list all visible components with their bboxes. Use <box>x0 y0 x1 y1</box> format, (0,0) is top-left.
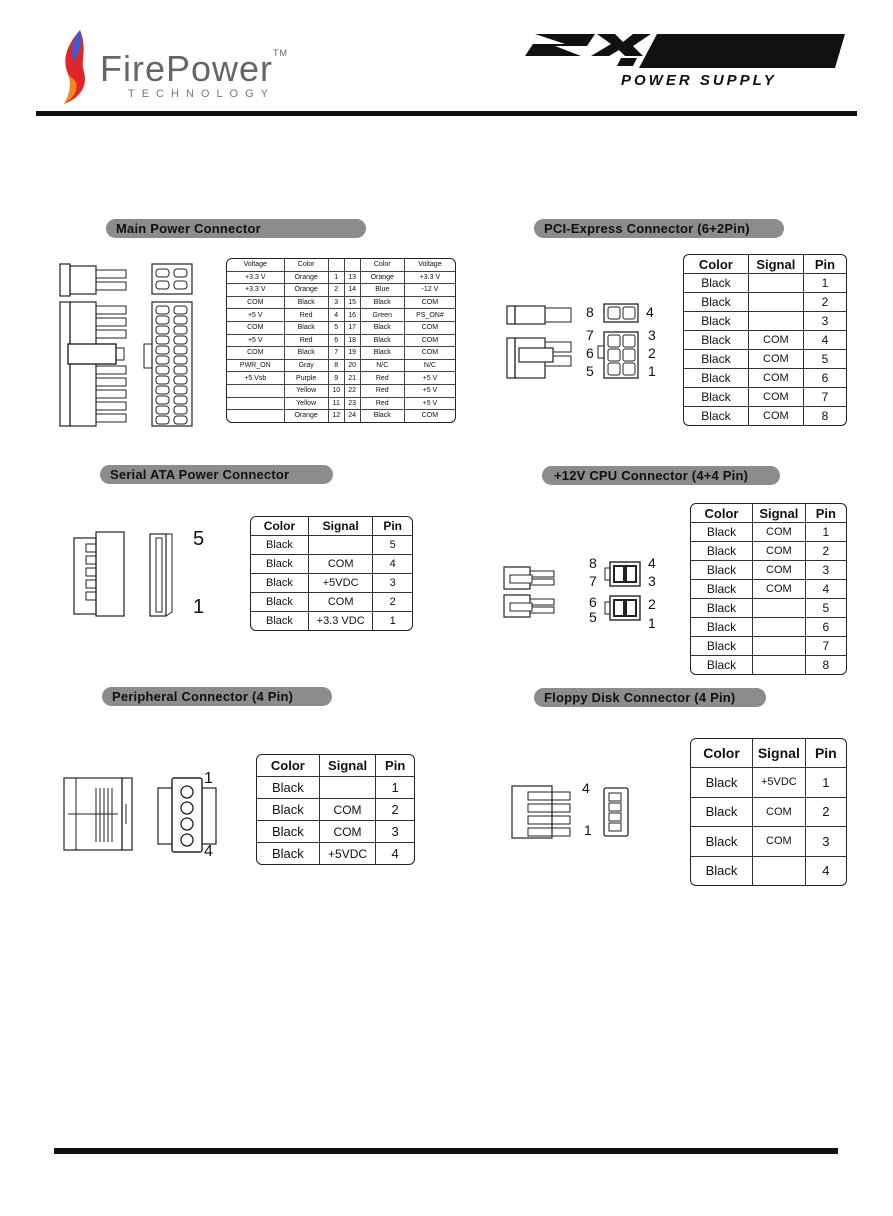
sata-cell: 3 <box>373 574 412 593</box>
cpu-cell <box>753 637 806 656</box>
main-power-cell: COM <box>405 322 455 335</box>
main-power-cell <box>227 385 285 398</box>
main-power-cell <box>329 259 345 272</box>
cpu-cell: 4 <box>806 580 846 599</box>
main-power-cell: Orange <box>285 284 329 297</box>
pcie-cell: COM <box>749 369 804 388</box>
floppy-row <box>691 768 846 798</box>
main-power-cell: Black <box>361 347 405 360</box>
sata-row <box>251 574 412 593</box>
pcie-cell: Black <box>684 312 749 331</box>
brand-subtitle: TECHNOLOGY <box>128 88 276 100</box>
sata-cell: 5 <box>373 536 412 555</box>
sata-cell: Black <box>251 536 309 555</box>
pcie-cell: 3 <box>804 312 846 331</box>
pcie-cell <box>749 293 804 312</box>
sata-pin-5-label: 5 <box>193 528 205 550</box>
main-power-cell: Black <box>361 335 405 348</box>
sata-cell: 4 <box>373 555 412 574</box>
main-power-cell: Voltage <box>227 259 285 272</box>
pcie-cell <box>749 312 804 331</box>
zx-power-supply-logo <box>525 30 845 94</box>
sata-row <box>251 555 412 574</box>
main-power-cell: Purple <box>285 372 329 385</box>
cpu-cell: Black <box>691 618 753 637</box>
sata-row <box>251 593 412 612</box>
main-power-cell: 16 <box>345 309 361 322</box>
pcie-pin-face <box>596 302 646 382</box>
floppy-cell: COM <box>753 798 806 828</box>
cpu-row <box>691 542 846 561</box>
pcie-title: PCI-Express Connector (6+2Pin) <box>534 219 784 238</box>
peripheral-table <box>256 754 415 865</box>
main-power-cell: 5 <box>329 322 345 335</box>
floppy-cell: COM <box>753 827 806 857</box>
peripheral-cell: Black <box>257 777 320 799</box>
peripheral-row <box>257 799 414 821</box>
cpu-pin-face <box>604 558 644 624</box>
floppy-header-cell: Color <box>691 739 753 768</box>
cpu-cell: 8 <box>822 658 830 672</box>
pcie-header-cell: Signal <box>749 255 804 274</box>
main-power-cell: 24 <box>345 410 361 422</box>
main-power-row <box>227 297 455 310</box>
cpu-pin-4-label: 4 <box>648 555 656 571</box>
cpu-cell: Black <box>691 580 753 599</box>
floppy-cell: Black <box>691 798 753 828</box>
pcie-row <box>684 407 846 425</box>
main-power-cell: Color <box>285 259 329 272</box>
cpu-cell <box>753 618 806 637</box>
cpu-cell: Black <box>691 523 753 542</box>
main-power-cell: COM <box>421 412 439 420</box>
pcie-pin-8-label: 8 <box>586 304 594 320</box>
cpu-row <box>691 580 846 599</box>
main-power-cell: 1 <box>329 272 345 285</box>
peripheral-cell: Black <box>257 821 320 843</box>
main-power-cell: 17 <box>345 322 361 335</box>
floppy-connector-drawing <box>510 784 640 844</box>
cpu-cell: COM <box>753 523 806 542</box>
pcie-header-cell: Color <box>684 255 749 274</box>
pcie-row <box>684 350 846 369</box>
floppy-header-cell: Pin <box>806 739 846 768</box>
sata-title: Serial ATA Power Connector <box>100 465 333 484</box>
main-power-row <box>227 322 455 335</box>
cpu-cell: 7 <box>806 637 846 656</box>
main-power-cell: Red <box>361 372 405 385</box>
main-power-cell <box>227 398 285 411</box>
cpu-title: +12V CPU Connector (4+4 Pin) <box>542 466 780 485</box>
main-power-cell: N/C <box>405 360 455 373</box>
cpu-pin-7-label: 7 <box>589 573 597 589</box>
cpu-pin-6-label: 6 <box>589 594 597 610</box>
main-power-cell: 7 <box>329 347 345 360</box>
peripheral-cell: COM <box>320 799 377 821</box>
main-power-cell <box>227 410 285 422</box>
peripheral-cell: 2 <box>376 799 414 821</box>
main-power-cell: 4 <box>329 309 345 322</box>
pcie-pin-7-label: 7 <box>586 327 594 343</box>
cpu-pin-3-label: 3 <box>648 573 656 589</box>
floppy-cell: Black <box>691 857 753 886</box>
cpu-cell: Black <box>691 561 753 580</box>
brand-name: FirePower™ <box>100 48 289 89</box>
pcie-row <box>684 331 846 350</box>
main-power-cell: N/C <box>361 360 405 373</box>
pcie-cell: Black <box>684 350 749 369</box>
main-power-cell: COM <box>227 297 285 310</box>
floppy-pin-1-label: 1 <box>584 822 592 838</box>
sata-cell: COM <box>309 555 373 574</box>
sata-pin-1-label: 1 <box>193 596 205 618</box>
floppy-table <box>690 738 847 886</box>
floppy-cell: Black <box>691 768 753 798</box>
main-power-cell: 2 <box>329 284 345 297</box>
peripheral-pin-4-label: 4 <box>204 843 213 860</box>
main-power-cell: Gray <box>285 360 329 373</box>
pcie-row <box>684 274 846 293</box>
peripheral-cell: 4 <box>391 846 399 861</box>
cpu-row <box>691 618 846 637</box>
main-power-cell: PWR_ON <box>227 360 285 373</box>
floppy-row <box>691 827 846 857</box>
floppy-header-cell: Signal <box>753 739 806 768</box>
pcie-table <box>683 254 847 426</box>
cpu-table <box>690 503 847 675</box>
main-power-cell: Voltage <box>405 259 455 272</box>
pcie-row <box>684 369 846 388</box>
main-power-row <box>227 410 455 422</box>
pcie-pin-5-label: 5 <box>586 363 594 379</box>
main-power-cell: Black <box>361 297 405 310</box>
main-power-cell: 23 <box>345 398 361 411</box>
floppy-title: Floppy Disk Connector (4 Pin) <box>534 688 766 707</box>
main-power-cell: Yellow <box>285 385 329 398</box>
pcie-cell: Black <box>684 293 749 312</box>
pcie-cell: COM <box>749 407 804 425</box>
floppy-cell: 2 <box>806 798 846 828</box>
floppy-pin-4-label: 4 <box>582 780 590 796</box>
main-power-cell: Green <box>361 309 405 322</box>
main-power-cell: COM <box>405 335 455 348</box>
cpu-row <box>691 523 846 542</box>
main-power-cell: Black <box>285 297 329 310</box>
pcie-cell: Black <box>684 369 749 388</box>
main-power-cell: +3.3 V <box>405 272 455 285</box>
peripheral-title: Peripheral Connector (4 Pin) <box>102 687 332 706</box>
pcie-cell: 2 <box>804 293 846 312</box>
main-power-cell: 6 <box>329 335 345 348</box>
pcie-cell: 4 <box>804 331 846 350</box>
floppy-cell <box>753 857 806 886</box>
sata-cell: Black <box>251 574 309 593</box>
sata-row <box>251 536 412 555</box>
sata-cell <box>309 536 373 555</box>
cpu-pin-5-label: 5 <box>589 609 597 625</box>
cpu-header-cell: Pin <box>806 504 846 523</box>
main-power-cell: +5 V <box>227 335 285 348</box>
peripheral-cell: COM <box>320 821 377 843</box>
peripheral-row <box>257 843 414 864</box>
floppy-cell: 1 <box>806 768 846 798</box>
pcie-cell <box>749 274 804 293</box>
pcie-row <box>684 293 846 312</box>
main-power-connector-drawing <box>56 258 226 428</box>
main-power-cell: Red <box>361 385 405 398</box>
cpu-pin-8-label: 8 <box>589 555 597 571</box>
main-power-cell: 10 <box>329 385 345 398</box>
pcie-pin-3-label: 3 <box>648 327 656 343</box>
floppy-cell: Black <box>691 827 753 857</box>
pcie-cell: COM <box>749 388 804 407</box>
floppy-row <box>691 798 846 828</box>
pcie-row <box>684 388 846 407</box>
main-power-table <box>226 258 456 423</box>
floppy-cell: 3 <box>806 827 846 857</box>
cpu-pin-2-label: 2 <box>648 596 656 612</box>
peripheral-cell: +5VDC <box>320 843 377 864</box>
main-power-row <box>227 360 455 373</box>
sata-header-cell: Signal <box>309 517 373 536</box>
cpu-cell: Black <box>691 637 753 656</box>
main-power-cell: COM <box>405 347 455 360</box>
cpu-row <box>691 656 846 674</box>
cpu-row <box>691 561 846 580</box>
cpu-header-cell: Signal <box>753 504 806 523</box>
main-power-cell: COM <box>227 347 285 360</box>
cpu-cell: COM <box>753 580 806 599</box>
product-subtitle: POWER SUPPLY <box>621 72 777 89</box>
cpu-cell <box>753 599 806 618</box>
main-power-cell: +3.3 V <box>227 284 285 297</box>
main-power-cell: PS_ON# <box>405 309 455 322</box>
cpu-cell <box>753 656 806 674</box>
main-power-cell: Black <box>285 347 329 360</box>
peripheral-header-cell: Signal <box>320 755 377 777</box>
sata-cell: 1 <box>389 615 396 627</box>
cpu-row <box>691 599 846 618</box>
main-power-row <box>227 385 455 398</box>
main-power-cell: +5 V <box>405 398 455 411</box>
main-power-cell: 12 <box>329 410 345 422</box>
sata-cell: Black <box>251 593 309 612</box>
main-power-cell: 22 <box>345 385 361 398</box>
main-power-row <box>227 372 455 385</box>
cpu-header-cell: Color <box>691 504 753 523</box>
cpu-cell: COM <box>753 542 806 561</box>
main-power-cell: Orange <box>285 410 329 422</box>
main-power-cell: +5 V <box>227 309 285 322</box>
cpu-cell: 6 <box>806 618 846 637</box>
cpu-row <box>691 637 846 656</box>
main-power-cell: Orange <box>285 272 329 285</box>
main-power-cell: COM <box>405 297 455 310</box>
cpu-cell: Black <box>691 542 753 561</box>
main-power-cell: 3 <box>329 297 345 310</box>
peripheral-connector-drawing <box>62 774 222 854</box>
peripheral-pin-1-label: 1 <box>204 770 213 787</box>
sata-cell: +5VDC <box>309 574 373 593</box>
main-power-cell: 13 <box>345 272 361 285</box>
cpu-connector-drawing <box>502 563 562 623</box>
main-power-cell: 15 <box>345 297 361 310</box>
sata-connector-drawing <box>72 530 192 620</box>
main-power-cell: Orange <box>361 272 405 285</box>
pcie-cell: COM <box>749 350 804 369</box>
pcie-cell: Black <box>684 388 749 407</box>
main-power-cell: 19 <box>345 347 361 360</box>
sata-table <box>250 516 413 631</box>
pcie-cell: Black <box>684 331 749 350</box>
bottom-divider <box>54 1148 838 1154</box>
main-power-title: Main Power Connector <box>106 219 366 238</box>
main-power-cell: 21 <box>345 372 361 385</box>
main-power-cell: 11 <box>329 398 345 411</box>
main-power-cell: 18 <box>345 335 361 348</box>
sata-cell: COM <box>309 593 373 612</box>
pcie-cell: Black <box>684 274 749 293</box>
main-power-cell: 20 <box>345 360 361 373</box>
peripheral-row <box>257 777 414 799</box>
pcie-cell: 6 <box>804 369 846 388</box>
main-power-cell: 8 <box>329 360 345 373</box>
pcie-cell: 7 <box>804 388 846 407</box>
floppy-row <box>691 857 846 886</box>
cpu-cell: 5 <box>806 599 846 618</box>
main-power-row <box>227 284 455 297</box>
main-power-cell: COM <box>227 322 285 335</box>
cpu-cell: 1 <box>806 523 846 542</box>
peripheral-cell: Black <box>257 843 320 864</box>
main-power-cell: +3.3 V <box>227 272 285 285</box>
pcie-cell: 5 <box>804 350 846 369</box>
firepower-logo <box>58 28 358 108</box>
main-power-cell <box>345 259 361 272</box>
main-power-cell: Color <box>361 259 405 272</box>
floppy-cell: 4 <box>822 863 830 879</box>
main-power-cell: Black <box>361 410 405 422</box>
sata-header-cell: Pin <box>373 517 412 536</box>
peripheral-header-cell: Color <box>257 755 320 777</box>
main-power-cell: +5 V <box>405 385 455 398</box>
peripheral-cell: 1 <box>376 777 414 799</box>
main-power-cell: 14 <box>345 284 361 297</box>
peripheral-cell: 3 <box>376 821 414 843</box>
peripheral-header-cell: Pin <box>376 755 414 777</box>
main-power-cell: +5 V <box>405 372 455 385</box>
sata-row <box>251 612 412 630</box>
main-power-cell: Black <box>285 322 329 335</box>
pcie-row <box>684 312 846 331</box>
cpu-cell: 2 <box>806 542 846 561</box>
pcie-pin-6-label: 6 <box>586 345 594 361</box>
peripheral-cell: Black <box>257 799 320 821</box>
pcie-header-cell: Pin <box>804 255 846 274</box>
pcie-cell: 8 <box>821 409 829 423</box>
main-power-row <box>227 398 455 411</box>
peripheral-row <box>257 821 414 843</box>
main-power-cell: +5 Vsb <box>227 372 285 385</box>
main-power-cell: 9 <box>329 372 345 385</box>
sata-cell: +3.3 VDC <box>309 612 373 630</box>
sata-cell: 2 <box>373 593 412 612</box>
sata-cell: Black <box>251 612 309 630</box>
main-power-row <box>227 335 455 348</box>
main-power-cell: Black <box>361 322 405 335</box>
cpu-pin-1-label: 1 <box>648 615 656 631</box>
main-power-cell: Red <box>361 398 405 411</box>
main-power-cell: Blue <box>361 284 405 297</box>
cpu-cell: Black <box>691 599 753 618</box>
main-power-row <box>227 272 455 285</box>
cpu-cell: Black <box>691 656 753 674</box>
pcie-pin-4-label: 4 <box>646 304 654 320</box>
floppy-cell: +5VDC <box>753 768 806 798</box>
pcie-cell: Black <box>684 407 749 425</box>
pcie-pin-2-label: 2 <box>648 345 656 361</box>
sata-header-cell: Color <box>251 517 309 536</box>
main-power-cell: -12 V <box>405 284 455 297</box>
main-power-cell: Red <box>285 335 329 348</box>
cpu-cell: 3 <box>806 561 846 580</box>
top-divider <box>36 111 857 116</box>
pcie-cell: COM <box>749 331 804 350</box>
main-power-cell: Yellow <box>285 398 329 411</box>
peripheral-cell <box>320 777 377 799</box>
sata-cell: Black <box>251 555 309 574</box>
main-power-row <box>227 309 455 322</box>
main-power-row <box>227 347 455 360</box>
main-power-header-row <box>227 259 455 272</box>
pcie-pin-1-label: 1 <box>648 363 656 379</box>
pcie-cell: 1 <box>804 274 846 293</box>
flame-icon <box>58 28 98 106</box>
main-power-cell: Red <box>285 309 329 322</box>
cpu-cell: COM <box>753 561 806 580</box>
